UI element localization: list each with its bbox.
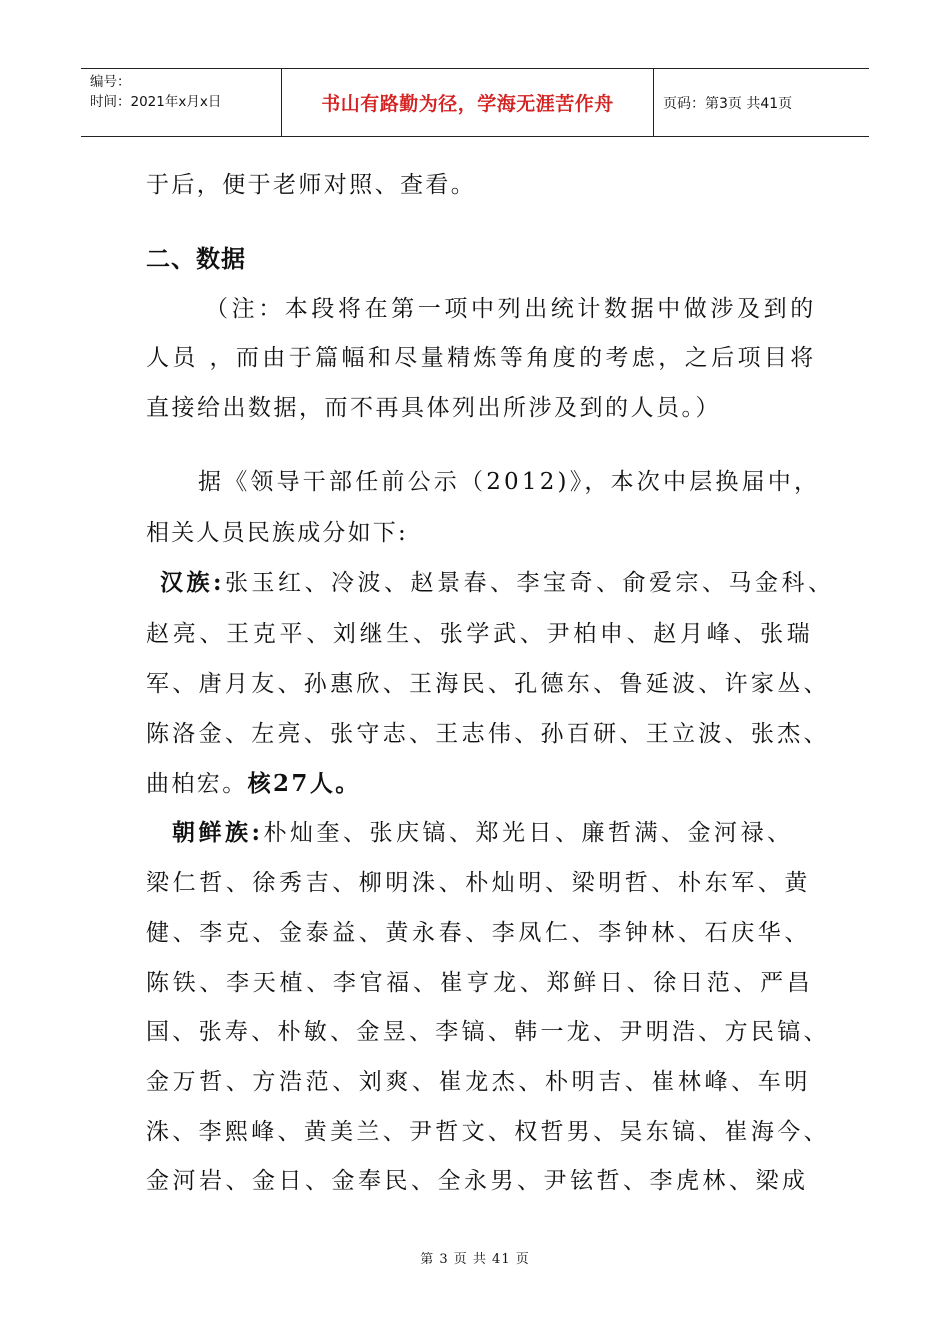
header-page-info: 页码：第3页 共41页 bbox=[663, 95, 793, 112]
intro-line-1: 据《领导干部任前公示（2012)》，本次中层换届中， bbox=[198, 469, 821, 495]
korean-label: 朝鲜族: bbox=[172, 819, 264, 846]
korean-names-1: 朴灿奎、张庆镐、郑光日、廉哲满、金河禄、 bbox=[263, 820, 794, 846]
korean-line-5: 国、张寿、朴敏、金昱、李镐、韩一龙、尹明浩、方民镐、 bbox=[146, 1019, 830, 1045]
page-header bbox=[81, 68, 869, 137]
note-line-2: 人员 ，而由于篇幅和尽量精炼等角度的考虑，之后项目将 bbox=[146, 345, 817, 371]
han-line-1 bbox=[160, 568, 835, 598]
korean-line-1 bbox=[172, 818, 794, 848]
korean-line-8: 金河岩、金日、金奉民、全永男、尹铉哲、李虎林、梁成 bbox=[146, 1168, 809, 1194]
intro-line-2: 相关人员民族成分如下: bbox=[146, 520, 408, 546]
note-line-1: （注：本段将在第一项中列出统计数据中做涉及到的 bbox=[205, 296, 817, 322]
han-line-5 bbox=[146, 769, 361, 799]
korean-line-2: 梁仁哲、徐秀吉、柳明洙、朴灿明、梁明哲、朴东军、黄 bbox=[146, 870, 811, 896]
document-number-label: 编号： bbox=[90, 74, 131, 90]
han-names-5: 曲柏宏。 bbox=[146, 771, 248, 797]
body-line-continuation: 于后，便于老师对照、查看。 bbox=[146, 172, 477, 198]
han-label: 汉族: bbox=[160, 569, 225, 596]
section-heading: 二、数据 bbox=[146, 245, 246, 273]
korean-line-7: 洙、李熙峰、黄美兰、尹哲文、权哲男、吴东镐、崔海今、 bbox=[146, 1119, 830, 1145]
han-names-1: 张玉红、冷波、赵景春、李宝奇、俞爱宗、马金科、 bbox=[225, 570, 835, 596]
korean-line-6: 金万哲、方浩范、刘爽、崔龙杰、朴明吉、崔林峰、车明 bbox=[146, 1069, 811, 1095]
header-motto: 书山有路勤为径，学海无涯苦作舟 bbox=[321, 93, 614, 115]
han-line-2: 赵亮、王克平、刘继生、张学武、尹柏申、赵月峰、张瑞 bbox=[146, 621, 814, 647]
han-count: 核27人。 bbox=[247, 770, 361, 797]
korean-line-4: 陈铁、李天植、李官福、崔亨龙、郑鲜日、徐日范、严昌 bbox=[146, 970, 814, 996]
han-line-4: 陈洛金、左亮、张守志、王志伟、孙百研、王立波、张杰、 bbox=[146, 721, 830, 747]
korean-line-3: 健、李克、金泰益、黄永春、李凤仁、李钟林、石庆华、 bbox=[146, 920, 811, 946]
page-footer: 第 3 页 共 41 页 bbox=[420, 1252, 530, 1267]
document-time-label: 时间：2021年x月x日 bbox=[90, 94, 222, 110]
header-motto-cell bbox=[281, 69, 654, 136]
header-meta bbox=[81, 69, 281, 136]
note-line-3: 直接给出数据，而不再具体列出所涉及到的人员。） bbox=[146, 395, 721, 421]
han-line-3: 军、唐月友、孙惠欣、王海民、孔德东、鲁延波、许家丛、 bbox=[146, 671, 830, 697]
